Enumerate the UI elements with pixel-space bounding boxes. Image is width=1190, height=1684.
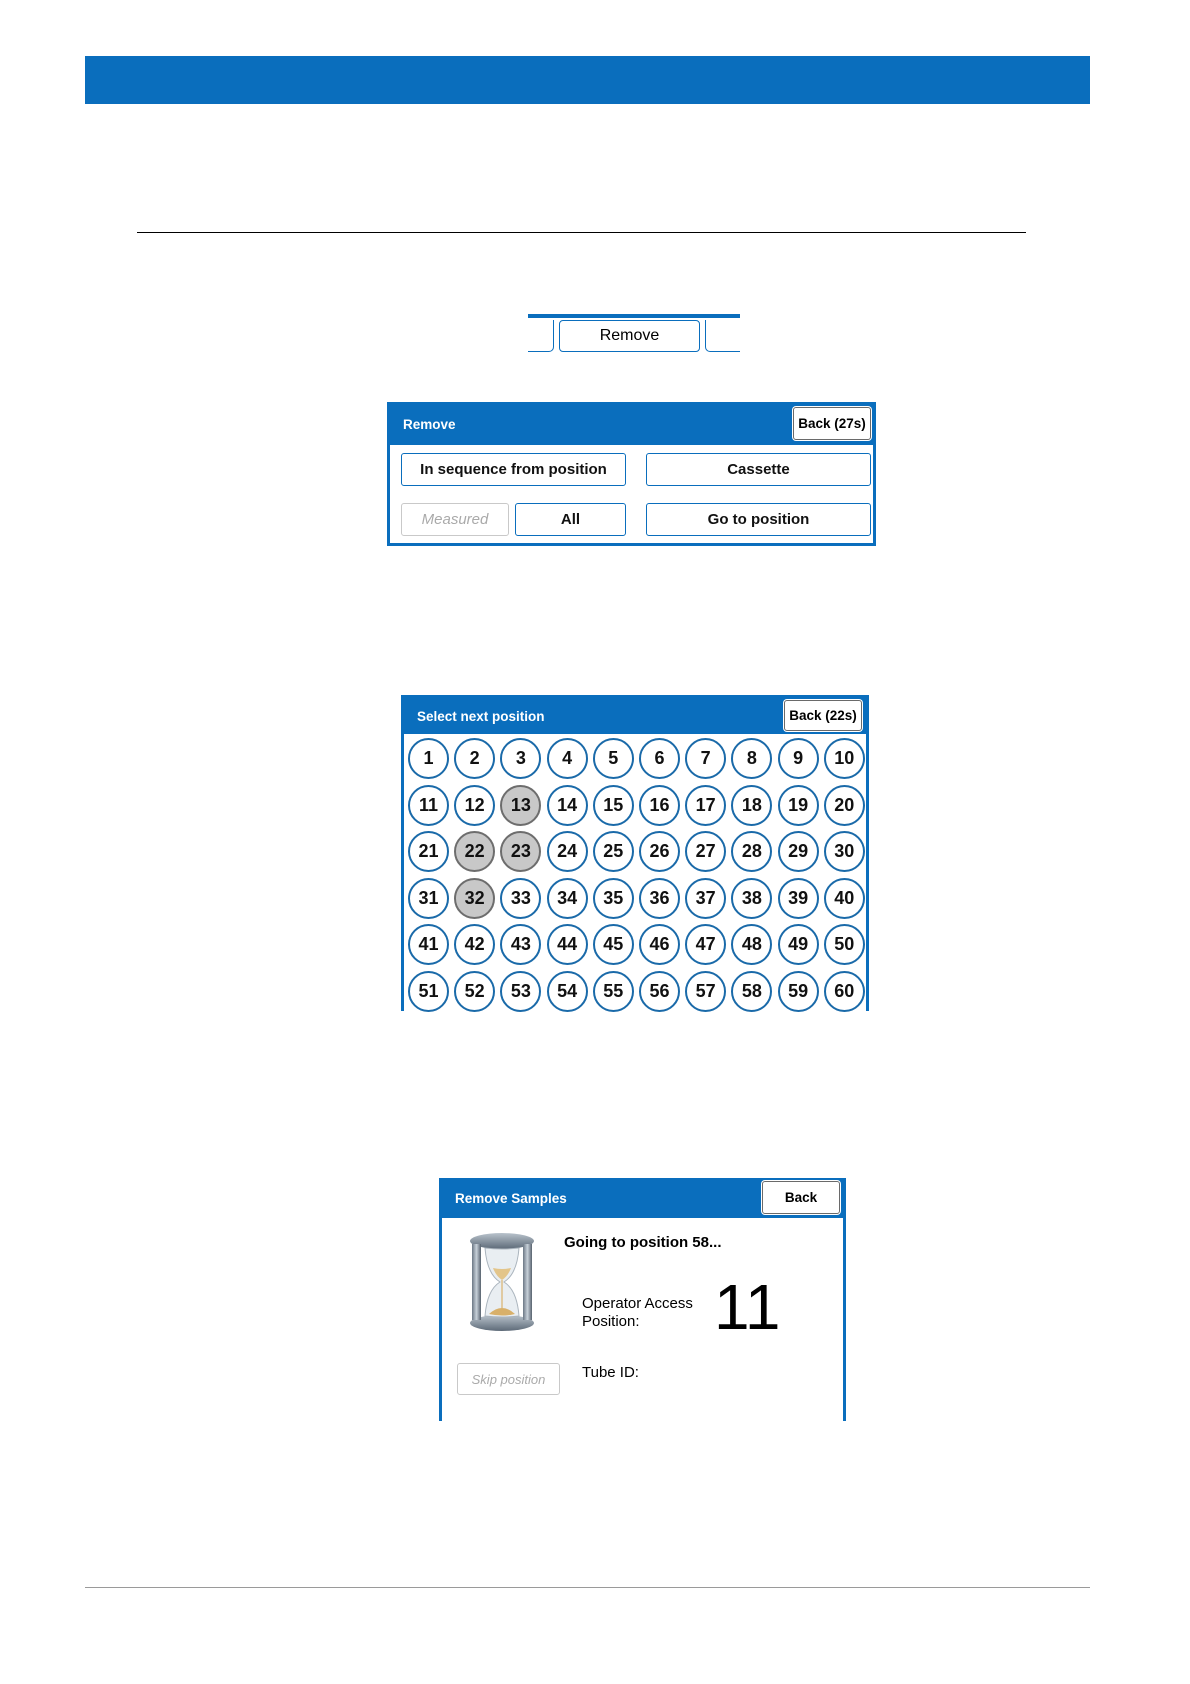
select-position-dialog <box>401 695 869 1011</box>
position-17[interactable]: 17 <box>685 785 726 826</box>
position-35[interactable]: 35 <box>593 878 634 919</box>
position-36[interactable]: 36 <box>639 878 680 919</box>
header-bar <box>85 56 1090 104</box>
position-46[interactable]: 46 <box>639 924 680 965</box>
hourglass-icon <box>467 1232 537 1332</box>
position-39[interactable]: 39 <box>778 878 819 919</box>
position-25[interactable]: 25 <box>593 831 634 872</box>
position-13[interactable]: 13 <box>500 785 541 826</box>
position-45[interactable]: 45 <box>593 924 634 965</box>
position-47[interactable]: 47 <box>685 924 726 965</box>
position-33[interactable]: 33 <box>500 878 541 919</box>
back-button[interactable]: Back (22s) <box>784 700 862 731</box>
position-55[interactable]: 55 <box>593 971 634 1012</box>
back-button[interactable]: Back (27s) <box>793 407 871 440</box>
position-41[interactable]: 41 <box>408 924 449 965</box>
position-59[interactable]: 59 <box>778 971 819 1012</box>
position-50[interactable]: 50 <box>824 924 865 965</box>
cassette-button[interactable]: Cassette <box>646 453 871 486</box>
position-37[interactable]: 37 <box>685 878 726 919</box>
position-20[interactable]: 20 <box>824 785 865 826</box>
position-4[interactable]: 4 <box>547 738 588 779</box>
position-49[interactable]: 49 <box>778 924 819 965</box>
tube-id-label: Tube ID: <box>582 1364 639 1381</box>
position-23[interactable]: 23 <box>500 831 541 872</box>
samples-dialog-titlebar <box>442 1178 843 1218</box>
remove-dialog <box>387 402 876 546</box>
position-18[interactable]: 18 <box>731 785 772 826</box>
position-27[interactable]: 27 <box>685 831 726 872</box>
access-position-value: 11 <box>714 1271 781 1343</box>
position-28[interactable]: 28 <box>731 831 772 872</box>
remove-dialog-titlebar <box>390 405 873 445</box>
in-sequence-button[interactable]: In sequence from position <box>401 453 626 486</box>
section-rule <box>137 232 1026 233</box>
position-58[interactable]: 58 <box>731 971 772 1012</box>
tab-left[interactable] <box>528 320 554 352</box>
position-56[interactable]: 56 <box>639 971 680 1012</box>
position-51[interactable]: 51 <box>408 971 449 1012</box>
position-8[interactable]: 8 <box>731 738 772 779</box>
remove-samples-dialog <box>439 1178 846 1421</box>
position-42[interactable]: 42 <box>454 924 495 965</box>
position-3[interactable]: 3 <box>500 738 541 779</box>
measured-button[interactable]: Measured <box>401 503 509 536</box>
position-54[interactable]: 54 <box>547 971 588 1012</box>
position-29[interactable]: 29 <box>778 831 819 872</box>
position-53[interactable]: 53 <box>500 971 541 1012</box>
position-30[interactable]: 30 <box>824 831 865 872</box>
position-52[interactable]: 52 <box>454 971 495 1012</box>
position-43[interactable]: 43 <box>500 924 541 965</box>
position-24[interactable]: 24 <box>547 831 588 872</box>
position-57[interactable]: 57 <box>685 971 726 1012</box>
remove-dialog-title: Remove <box>403 417 456 432</box>
select-dialog-title: Select next position <box>417 709 545 724</box>
position-32[interactable]: 32 <box>454 878 495 919</box>
position-7[interactable]: 7 <box>685 738 726 779</box>
position-48[interactable]: 48 <box>731 924 772 965</box>
position-21[interactable]: 21 <box>408 831 449 872</box>
position-22[interactable]: 22 <box>454 831 495 872</box>
tab-right[interactable] <box>705 320 740 352</box>
position-2[interactable]: 2 <box>454 738 495 779</box>
skip-position-button[interactable]: Skip position <box>457 1363 560 1395</box>
position-15[interactable]: 15 <box>593 785 634 826</box>
position-60[interactable]: 60 <box>824 971 865 1012</box>
go-to-position-button[interactable]: Go to position <box>646 503 871 536</box>
tab-strip <box>528 314 740 356</box>
back-button[interactable]: Back <box>762 1181 840 1214</box>
position-44[interactable]: 44 <box>547 924 588 965</box>
access-position-label: Operator Access Position: <box>582 1295 693 1330</box>
footer-rule <box>85 1587 1090 1588</box>
position-6[interactable]: 6 <box>639 738 680 779</box>
select-dialog-titlebar <box>404 698 866 734</box>
position-19[interactable]: 19 <box>778 785 819 826</box>
position-34[interactable]: 34 <box>547 878 588 919</box>
tab-strip-line <box>528 314 740 318</box>
status-text: Going to position 58... <box>564 1234 722 1251</box>
position-31[interactable]: 31 <box>408 878 449 919</box>
position-5[interactable]: 5 <box>593 738 634 779</box>
tab-remove[interactable]: Remove <box>559 320 700 352</box>
position-11[interactable]: 11 <box>408 785 449 826</box>
position-12[interactable]: 12 <box>454 785 495 826</box>
position-38[interactable]: 38 <box>731 878 772 919</box>
position-9[interactable]: 9 <box>778 738 819 779</box>
position-40[interactable]: 40 <box>824 878 865 919</box>
position-10[interactable]: 10 <box>824 738 865 779</box>
position-26[interactable]: 26 <box>639 831 680 872</box>
position-1[interactable]: 1 <box>408 738 449 779</box>
all-button[interactable]: All <box>515 503 626 536</box>
position-16[interactable]: 16 <box>639 785 680 826</box>
samples-dialog-title: Remove Samples <box>455 1191 567 1206</box>
position-14[interactable]: 14 <box>547 785 588 826</box>
